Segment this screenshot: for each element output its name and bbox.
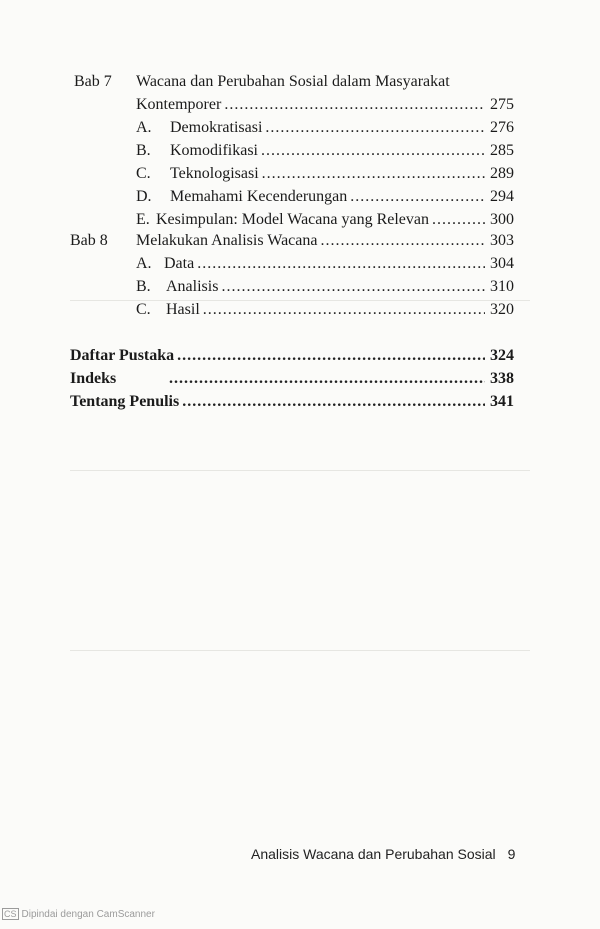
chapter-title: Melakukan Analisis Wacana <box>136 232 318 249</box>
watermark-text: Dipindai dengan CamScanner <box>21 909 155 920</box>
toc-entry <box>136 299 514 321</box>
item-title: Analisis <box>166 278 219 295</box>
dot-leader <box>221 276 485 298</box>
dot-leader <box>432 209 485 231</box>
page-ref: 324 <box>490 347 514 364</box>
toc-entry <box>136 140 514 162</box>
item-letter: A. <box>136 119 152 136</box>
page-ref: 320 <box>490 301 514 318</box>
chapter-title-line: Kontemporer <box>136 96 222 113</box>
toc-entry <box>136 276 514 298</box>
page-ref: 285 <box>490 142 514 159</box>
dot-leader <box>177 345 485 367</box>
page-ref: 276 <box>490 119 514 136</box>
back-matter-title: Indeks <box>70 370 117 387</box>
dot-leader <box>265 117 485 139</box>
page-ref: 294 <box>490 188 514 205</box>
page-ref: 310 <box>490 278 514 295</box>
bleed-through <box>70 650 530 651</box>
item-letter: A. <box>136 255 152 272</box>
chapter-title-line: Wacana dan Perubahan Sosial dalam Masyarakat <box>136 73 450 90</box>
dot-leader <box>197 253 485 275</box>
chapter-number: Bab 7 <box>74 73 112 90</box>
page-ref: 289 <box>490 165 514 182</box>
toc-entry <box>136 94 514 116</box>
dot-leader <box>262 163 485 185</box>
item-letter: B. <box>136 278 151 295</box>
item-title: Data <box>164 255 195 272</box>
footer-page-number: 9 <box>507 846 516 862</box>
camscanner-icon: CS <box>4 909 17 919</box>
item-letter: D. <box>136 188 152 205</box>
back-matter-title: Tentang Penulis <box>70 393 180 410</box>
toc-entry <box>136 209 514 231</box>
dot-leader <box>169 368 485 390</box>
toc-entry <box>70 391 514 413</box>
item-letter: C. <box>136 165 151 182</box>
page-ref: 303 <box>490 232 514 249</box>
running-footer <box>251 846 515 862</box>
toc-entry <box>136 163 514 185</box>
toc-entry <box>136 230 514 252</box>
item-letter: C. <box>136 301 151 318</box>
page-ref: 341 <box>490 393 514 410</box>
footer-book-title: Analisis Wacana dan Perubahan Sosial <box>251 846 496 862</box>
scanner-watermark <box>2 908 155 920</box>
dot-leader <box>224 94 485 116</box>
dot-leader <box>203 299 485 321</box>
item-title: Memahami Kecenderungan <box>170 188 348 205</box>
toc-entry <box>70 368 514 390</box>
toc-entry <box>136 117 514 139</box>
page-ref: 275 <box>490 96 514 113</box>
item-title: Kesimpulan: Model Wacana yang Relevan <box>156 211 429 228</box>
chapter-title <box>136 71 450 93</box>
item-title: Teknologisasi <box>170 165 259 182</box>
item-letter: E. <box>136 211 150 228</box>
item-title: Komodifikasi <box>170 142 258 159</box>
dot-leader <box>320 230 485 252</box>
page-ref: 300 <box>490 211 514 228</box>
toc-entry <box>136 186 514 208</box>
item-title: Hasil <box>166 301 200 318</box>
dot-leader <box>350 186 485 208</box>
item-title: Demokratisasi <box>170 119 263 136</box>
back-matter-title: Daftar Pustaka <box>70 347 175 364</box>
chapter-number: Bab 8 <box>70 232 108 249</box>
item-letter: B. <box>136 142 151 159</box>
page-ref: 338 <box>490 370 514 387</box>
dot-leader <box>261 140 485 162</box>
toc-entry <box>136 253 514 275</box>
bleed-through <box>70 470 530 471</box>
toc-entry <box>70 345 514 367</box>
dot-leader <box>182 391 485 413</box>
page-ref: 304 <box>490 255 514 272</box>
